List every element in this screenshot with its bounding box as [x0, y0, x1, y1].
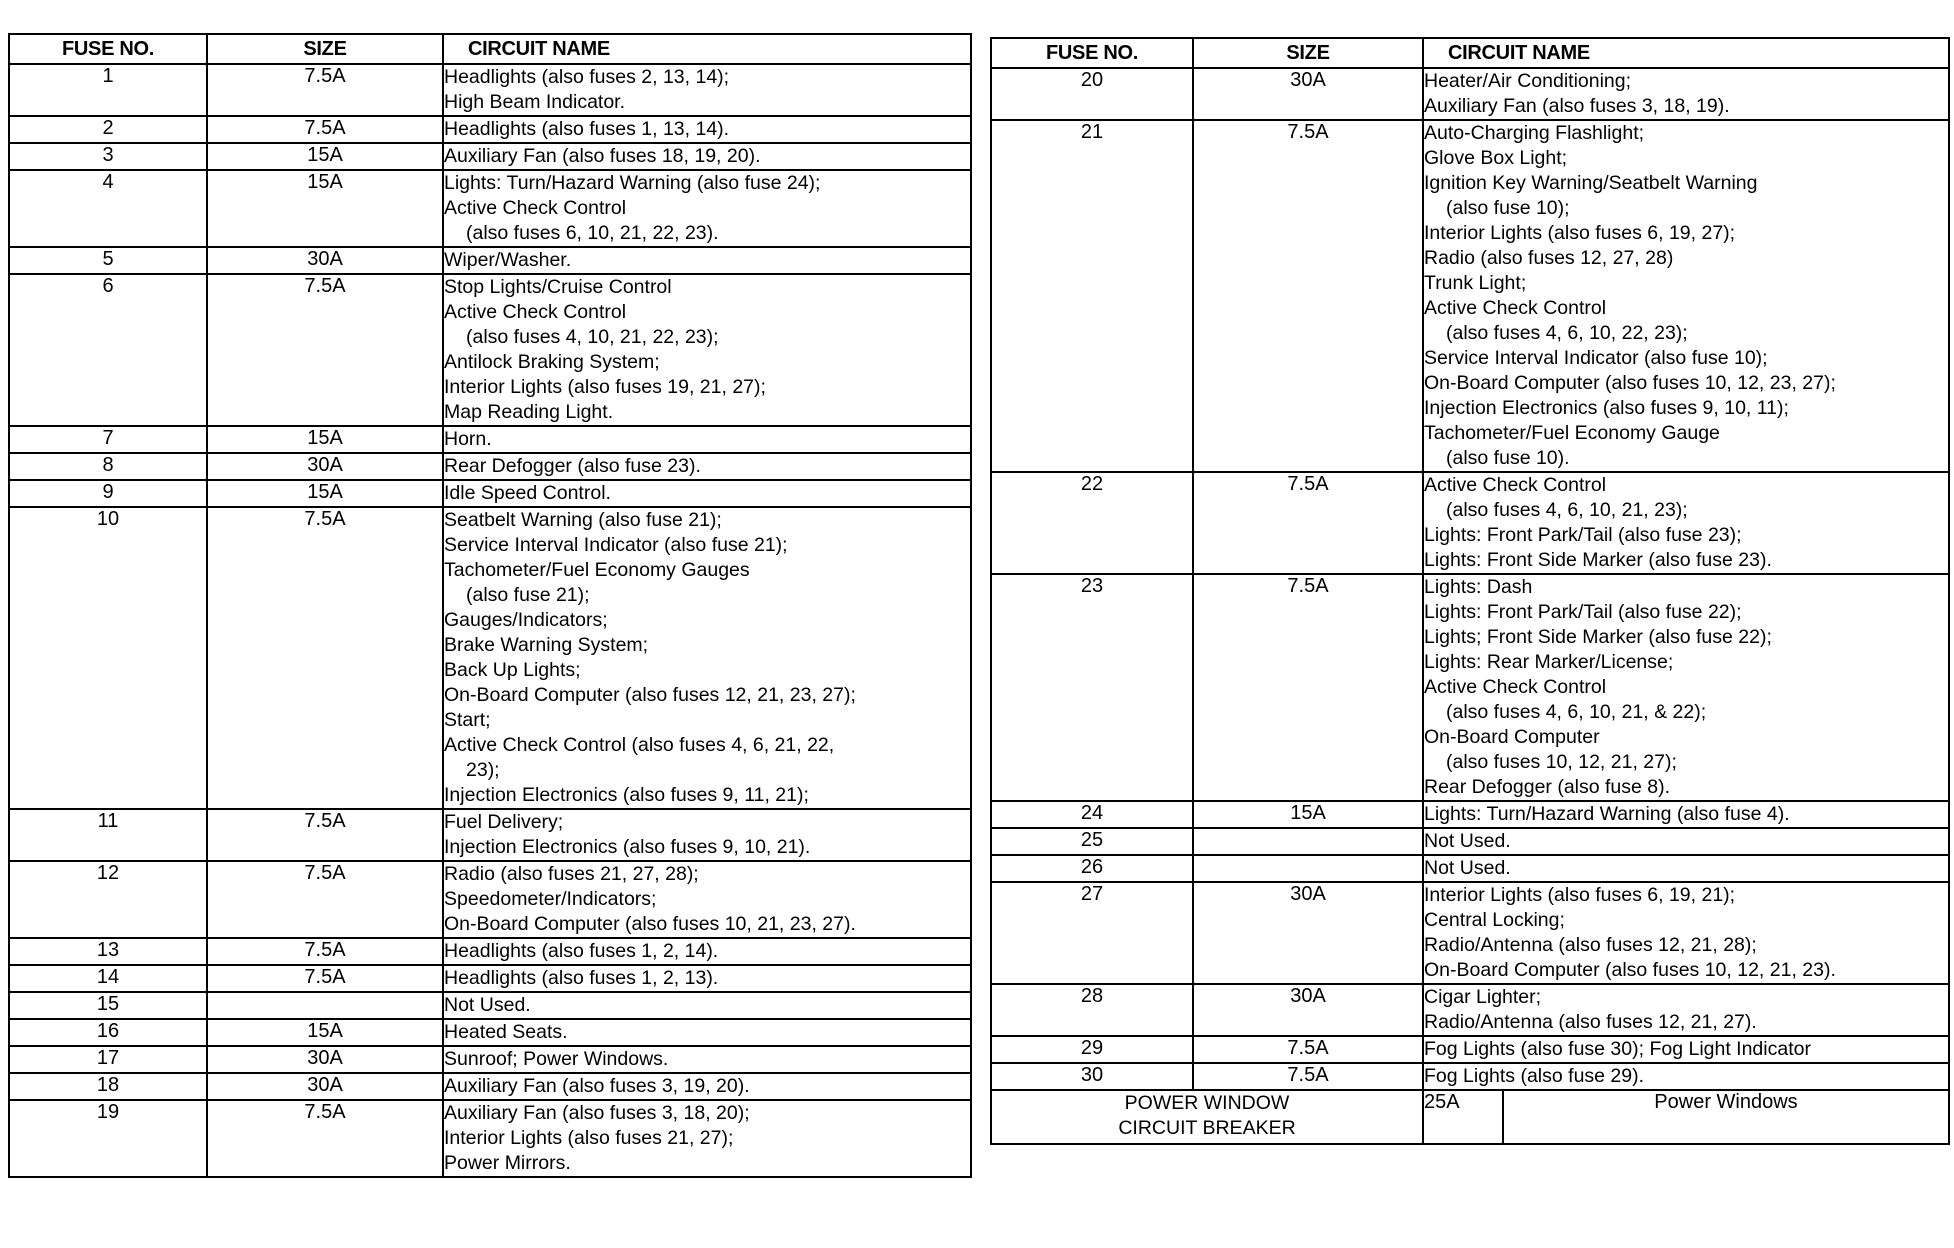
- fuse-row: [9, 965, 971, 992]
- circuit-name: [443, 1073, 971, 1100]
- fuse-size: 7.5A: [1193, 574, 1423, 801]
- fuse-number: 9: [9, 480, 207, 507]
- fuse-row: [9, 143, 971, 170]
- circuit-line: Start;: [444, 709, 491, 731]
- circuit-line: Heated Seats.: [444, 1021, 568, 1043]
- circuit-line: Central Locking;: [1424, 909, 1565, 931]
- fuse-size: 30A: [1193, 68, 1423, 120]
- circuit-breaker-name: Power Windows: [1654, 1091, 1798, 1113]
- fuse-number: 24: [991, 801, 1193, 828]
- circuit-line: Cigar Lighter;: [1424, 986, 1542, 1008]
- fuse-number: 20: [991, 68, 1193, 120]
- fuse-row: [991, 828, 1949, 855]
- circuit-name: [443, 426, 971, 453]
- circuit-line: (also fuse 10).: [1446, 447, 1570, 469]
- circuit-name: [443, 143, 971, 170]
- circuit-line: On-Board Computer: [1424, 726, 1600, 748]
- circuit-line: Not Used.: [1424, 830, 1511, 852]
- fuse-row: [991, 120, 1949, 472]
- fuse-row: [991, 68, 1949, 120]
- fuse-row: [9, 64, 971, 116]
- fuse-number: 11: [9, 809, 207, 861]
- fuse-size: 7.5A: [1193, 1063, 1423, 1090]
- fuse-size: 7.5A: [207, 938, 443, 965]
- fuse-size: 30A: [207, 1046, 443, 1073]
- fuse-row: [9, 809, 971, 861]
- fuse-number: 10: [9, 507, 207, 809]
- circuit-line: On-Board Computer (also fuses 10, 12, 23, 27);: [1424, 372, 1836, 394]
- fuse-row: [9, 453, 971, 480]
- fuse-row: [991, 574, 1949, 801]
- circuit-line: Headlights (also fuses 2, 13, 14);: [444, 66, 730, 88]
- circuit-line: Speedometer/Indicators;: [444, 888, 657, 910]
- circuit-line: Active Check Control: [444, 197, 627, 219]
- circuit-line: Stop Lights/Cruise Control: [444, 276, 672, 298]
- circuit-line: Injection Electronics (also fuses 9, 10, 11);: [1424, 397, 1789, 419]
- fuse-size: 15A: [207, 170, 443, 247]
- fuse-row: [9, 274, 971, 426]
- fuse-number: 27: [991, 882, 1193, 984]
- fuse-size: 30A: [207, 247, 443, 274]
- circuit-name: [443, 64, 971, 116]
- fuse-number: 7: [9, 426, 207, 453]
- header-row: [9, 34, 971, 64]
- circuit-line: (also fuses 4, 6, 10, 21, 23);: [1446, 499, 1688, 521]
- circuit-line: Active Check Control: [1424, 297, 1607, 319]
- circuit-line: On-Board Computer (also fuses 10, 21, 23, 27).: [444, 913, 856, 935]
- fuse-number: 21: [991, 120, 1193, 472]
- circuit-line: Headlights (also fuses 1, 13, 14).: [444, 118, 730, 140]
- circuit-line: Lights: Dash: [1424, 576, 1533, 598]
- fuse-number: 28: [991, 984, 1193, 1036]
- circuit-line: Interior Lights (also fuses 19, 21, 27);: [444, 376, 766, 398]
- fuse-size: 7.5A: [207, 507, 443, 809]
- circuit-line: Power Mirrors.: [444, 1152, 571, 1174]
- circuit-line: (also fuses 10, 12, 21, 27);: [1446, 751, 1677, 773]
- circuit-name: [443, 938, 971, 965]
- circuit-name: [1423, 472, 1949, 574]
- fuse-size: 7.5A: [207, 861, 443, 938]
- fuse-number: 18: [9, 1073, 207, 1100]
- circuit-line: Brake Warning System;: [444, 634, 649, 656]
- circuit-line: Lights: Front Park/Tail (also fuse 22);: [1424, 601, 1742, 623]
- fuse-number: 22: [991, 472, 1193, 574]
- fuse-size: 15A: [207, 1019, 443, 1046]
- fuse-number: 17: [9, 1046, 207, 1073]
- circuit-line: 23);: [466, 759, 500, 781]
- fuse-row: [9, 861, 971, 938]
- circuit-line: Back Up Lights;: [444, 659, 581, 681]
- fuse-size: 15A: [207, 143, 443, 170]
- circuit-line: Fuel Delivery;: [444, 811, 564, 833]
- circuit-line: Injection Electronics (also fuses 9, 10, 21).: [444, 836, 811, 858]
- circuit-line: Service Interval Indicator (also fuse 21);: [444, 534, 788, 556]
- header-row: [991, 38, 1949, 68]
- fuse-row: [9, 170, 971, 247]
- fuse-number: 19: [9, 1100, 207, 1177]
- fuse-number: 30: [991, 1063, 1193, 1090]
- circuit-line: (also fuses 4, 6, 10, 21, & 22);: [1446, 701, 1707, 723]
- circuit-name: [1423, 120, 1949, 472]
- circuit-name: [443, 992, 971, 1019]
- fuse-size: 30A: [207, 1073, 443, 1100]
- fuse-row: [991, 1063, 1949, 1090]
- circuit-line: Active Check Control (also fuses 4, 6, 21, 22,: [444, 734, 835, 756]
- fuse-row: [9, 1100, 971, 1177]
- fuse-number: 25: [991, 828, 1193, 855]
- fuse-row: [9, 1046, 971, 1073]
- circuit-name: [1423, 1036, 1949, 1063]
- circuit-name: [443, 116, 971, 143]
- circuit-name: [443, 480, 971, 507]
- circuit-line: Headlights (also fuses 1, 2, 14).: [444, 940, 719, 962]
- fuse-row: [991, 984, 1949, 1036]
- fuse-size: 7.5A: [1193, 1036, 1423, 1063]
- fuse-row: [9, 938, 971, 965]
- fuse-size: 30A: [1193, 984, 1423, 1036]
- circuit-line: Radio/Antenna (also fuses 12, 21, 28);: [1424, 934, 1757, 956]
- circuit-line: Service Interval Indicator (also fuse 10);: [1424, 347, 1768, 369]
- circuit-breaker-label-line: CIRCUIT BREAKER: [1118, 1117, 1296, 1139]
- circuit-breaker-label-line: POWER WINDOW: [1124, 1092, 1290, 1114]
- fuse-size: 7.5A: [207, 274, 443, 426]
- circuit-line: Seatbelt Warning (also fuse 21);: [444, 509, 722, 531]
- fuse-row: [9, 992, 971, 1019]
- circuit-name: [443, 170, 971, 247]
- circuit-line: Interior Lights (also fuses 21, 27);: [444, 1127, 734, 1149]
- circuit-name: [1423, 984, 1949, 1036]
- circuit-line: Gauges/Indicators;: [444, 609, 608, 631]
- circuit-name: [1423, 574, 1949, 801]
- circuit-line: Lights; Front Side Marker (also fuse 22);: [1424, 626, 1772, 648]
- fuse-number: 23: [991, 574, 1193, 801]
- fuse-number: 5: [9, 247, 207, 274]
- circuit-name: [443, 1019, 971, 1046]
- fuse-row: [991, 882, 1949, 984]
- circuit-line: Rear Defogger (also fuse 8).: [1424, 776, 1671, 798]
- fuse-number: 4: [9, 170, 207, 247]
- circuit-name: [443, 453, 971, 480]
- circuit-name: [1423, 1063, 1949, 1090]
- circuit-line: Fog Lights (also fuse 30); Fog Light Indicator: [1424, 1038, 1811, 1060]
- fuse-size: 7.5A: [207, 965, 443, 992]
- fuse-number: 16: [9, 1019, 207, 1046]
- circuit-line: Auxiliary Fan (also fuses 3, 19, 20).: [444, 1075, 750, 1097]
- fuse-row: [991, 1036, 1949, 1063]
- circuit-line: Ignition Key Warning/Seatbelt Warning: [1424, 172, 1758, 194]
- circuit-line: Radio/Antenna (also fuses 12, 21, 27).: [1424, 1011, 1757, 1033]
- fuse-number: 26: [991, 855, 1193, 882]
- circuit-line: Trunk Light;: [1424, 272, 1527, 294]
- header-circuit-name: CIRCUIT NAME: [1423, 38, 1949, 68]
- fuse-table-left: [8, 33, 972, 1178]
- fuse-size: 7.5A: [207, 116, 443, 143]
- fuse-number: 14: [9, 965, 207, 992]
- header-size: SIZE: [1193, 38, 1423, 68]
- circuit-line: (also fuse 21);: [466, 584, 590, 606]
- circuit-line: (also fuses 6, 10, 21, 22, 23).: [466, 222, 719, 244]
- fuse-row: [9, 1073, 971, 1100]
- fuse-row: [9, 116, 971, 143]
- circuit-line: (also fuses 4, 10, 21, 22, 23);: [466, 326, 719, 348]
- circuit-line: Heater/Air Conditioning;: [1424, 70, 1632, 92]
- circuit-line: Glove Box Light;: [1424, 147, 1568, 169]
- header-fuse-no: FUSE NO.: [9, 34, 207, 64]
- circuit-line: Auxiliary Fan (also fuses 3, 18, 20);: [444, 1102, 750, 1124]
- fuse-number: 12: [9, 861, 207, 938]
- circuit-name: [1423, 855, 1949, 882]
- circuit-line: Antilock Braking System;: [444, 351, 660, 373]
- fuse-size: 15A: [207, 426, 443, 453]
- circuit-line: On-Board Computer (also fuses 10, 12, 21, 23).: [1424, 959, 1836, 981]
- fuse-size: 30A: [1193, 882, 1423, 984]
- circuit-breaker-label: [991, 1090, 1423, 1144]
- circuit-line: Sunroof; Power Windows.: [444, 1048, 669, 1070]
- fuse-size: 15A: [1193, 801, 1423, 828]
- circuit-line: Rear Defogger (also fuse 23).: [444, 455, 701, 477]
- circuit-line: Radio (also fuses 12, 27, 28): [1424, 247, 1674, 269]
- circuit-name: [443, 861, 971, 938]
- circuit-breaker-row: [991, 1090, 1949, 1144]
- circuit-line: Map Reading Light.: [444, 401, 614, 423]
- circuit-line: Not Used.: [444, 994, 531, 1016]
- circuit-name: [443, 965, 971, 992]
- circuit-line: Interior Lights (also fuses 6, 19, 21);: [1424, 884, 1736, 906]
- fuse-number: 2: [9, 116, 207, 143]
- fuse-number: 1: [9, 64, 207, 116]
- circuit-name: [443, 1100, 971, 1177]
- fuse-number: 3: [9, 143, 207, 170]
- circuit-line: Horn.: [444, 428, 492, 450]
- circuit-line: Headlights (also fuses 1, 2, 13).: [444, 967, 719, 989]
- fuse-number: 13: [9, 938, 207, 965]
- fuse-row: [991, 801, 1949, 828]
- circuit-line: Active Check Control: [1424, 474, 1607, 496]
- circuit-name: [443, 809, 971, 861]
- circuit-line: Wiper/Washer.: [444, 249, 572, 271]
- fuse-row: [991, 855, 1949, 882]
- circuit-line: High Beam Indicator.: [444, 91, 626, 113]
- circuit-name: [1423, 882, 1949, 984]
- circuit-line: Injection Electronics (also fuses 9, 11, 21);: [444, 784, 809, 806]
- circuit-name: [1423, 828, 1949, 855]
- fuse-number: 15: [9, 992, 207, 1019]
- fuse-size: [207, 992, 443, 1019]
- circuit-name: [1423, 801, 1949, 828]
- circuit-line: (also fuses 4, 6, 10, 22, 23);: [1446, 322, 1688, 344]
- circuit-line: Lights: Turn/Hazard Warning (also fuse 4).: [1424, 803, 1790, 825]
- fuse-number: 29: [991, 1036, 1193, 1063]
- circuit-line: Fog Lights (also fuse 29).: [1424, 1065, 1645, 1087]
- fuse-size: 7.5A: [1193, 120, 1423, 472]
- circuit-line: Idle Speed Control.: [444, 482, 611, 504]
- circuit-line: Radio (also fuses 21, 27, 28);: [444, 863, 699, 885]
- header-fuse-no: FUSE NO.: [991, 38, 1193, 68]
- circuit-line: On-Board Computer (also fuses 12, 21, 23, 27);: [444, 684, 856, 706]
- fuse-size: 7.5A: [1193, 472, 1423, 574]
- circuit-line: Lights: Front Park/Tail (also fuse 23);: [1424, 524, 1742, 546]
- fuse-size: 30A: [207, 453, 443, 480]
- header-circuit-name: CIRCUIT NAME: [443, 34, 971, 64]
- circuit-line: Auxiliary Fan (also fuses 18, 19, 20).: [444, 145, 761, 167]
- circuit-line: Lights: Turn/Hazard Warning (also fuse 24);: [444, 172, 821, 194]
- circuit-name: [443, 274, 971, 426]
- circuit-line: Auxiliary Fan (also fuses 3, 18, 19).: [1424, 95, 1730, 117]
- fuse-number: 6: [9, 274, 207, 426]
- circuit-line: Active Check Control: [1424, 676, 1607, 698]
- circuit-line: Tachometer/Fuel Economy Gauges: [444, 559, 750, 581]
- fuse-size: [1193, 828, 1423, 855]
- circuit-name: [1423, 68, 1949, 120]
- fuse-number: 8: [9, 453, 207, 480]
- circuit-name: [443, 247, 971, 274]
- fuse-row: [991, 472, 1949, 574]
- fuse-size: 7.5A: [207, 809, 443, 861]
- circuit-line: Interior Lights (also fuses 6, 19, 27);: [1424, 222, 1736, 244]
- circuit-breaker-size: 25A: [1424, 1091, 1503, 1143]
- circuit-line: Lights: Rear Marker/License;: [1424, 651, 1674, 673]
- circuit-line: Auto-Charging Flashlight;: [1424, 122, 1645, 144]
- fuse-size: 7.5A: [207, 1100, 443, 1177]
- fuse-size: 15A: [207, 480, 443, 507]
- circuit-name: [443, 507, 971, 809]
- fuse-size: [1193, 855, 1423, 882]
- fuse-row: [9, 1019, 971, 1046]
- circuit-line: (also fuse 10);: [1446, 197, 1570, 219]
- fuse-table-right: [990, 37, 1950, 1145]
- fuse-size: 7.5A: [207, 64, 443, 116]
- circuit-breaker-detail: [1423, 1090, 1949, 1144]
- circuit-name: [443, 1046, 971, 1073]
- circuit-line: Not Used.: [1424, 857, 1511, 879]
- fuse-row: [9, 480, 971, 507]
- circuit-line: Lights: Front Side Marker (also fuse 23).: [1424, 549, 1772, 571]
- fuse-row: [9, 247, 971, 274]
- fuse-row: [9, 507, 971, 809]
- circuit-line: Tachometer/Fuel Economy Gauge: [1424, 422, 1720, 444]
- circuit-line: Active Check Control: [444, 301, 627, 323]
- header-size: SIZE: [207, 34, 443, 64]
- fuse-row: [9, 426, 971, 453]
